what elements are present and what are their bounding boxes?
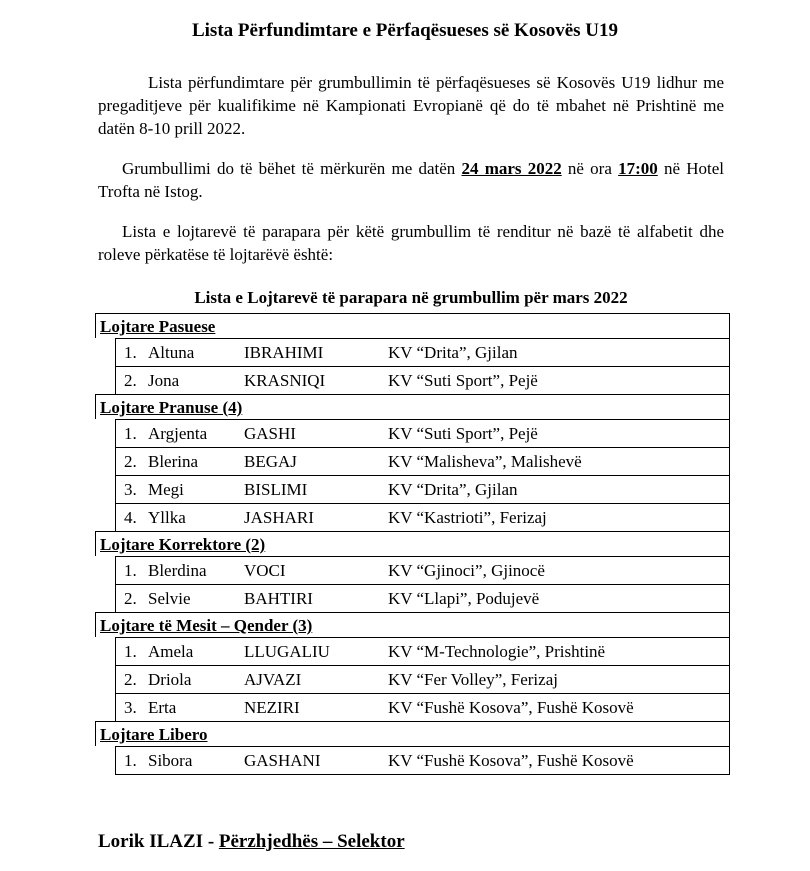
player-first-name: Megi [148, 480, 184, 499]
player-last-name: BISLIMI [244, 480, 308, 499]
player-number: 4. [124, 508, 137, 527]
gathering-paragraph [98, 157, 724, 203]
table-bottom-border [115, 774, 730, 775]
table-title: Lista e Lojtarevë të parapara në grumbullim për mars 2022 [194, 288, 628, 307]
player-last-name: JASHARI [244, 508, 314, 527]
player-club: KV “Drita”, Gjilan [388, 480, 518, 499]
player-first-name: Altuna [148, 343, 195, 362]
player-club: KV “Kastrioti”, Ferizaj [388, 508, 547, 527]
category-header: Lojtare Pranuse (4) [95, 394, 730, 419]
player-row [115, 584, 730, 612]
player-first-name: Selvie [148, 589, 191, 608]
player-last-name: IBRAHIMI [244, 343, 324, 362]
category-header: Lojtare Korrektore (2) [95, 531, 730, 556]
player-club: KV “Fushë Kosova”, Fushë Kosovë [388, 698, 634, 717]
player-club: KV “Suti Sport”, Pejë [388, 424, 538, 443]
player-first-name: Jona [148, 371, 180, 390]
list-intro-text: Lista e lojtarevë të parapara për këtë grumbullim të renditur në bazë të alfabetit dhe roleve përkatëse të lojtarëvë është: [98, 222, 724, 264]
player-first-name: Driola [148, 670, 192, 689]
player-row [115, 556, 730, 584]
player-last-name: LLUGALIU [244, 642, 330, 661]
player-row [115, 338, 730, 366]
document-title: Lista Përfundimtare e Përfaqësueses së Kosovës U19 [191, 20, 619, 41]
player-number: 2. [124, 589, 137, 608]
player-last-name: BEGAJ [244, 452, 297, 471]
player-club: KV “M-Technologie”, Prishtinë [388, 642, 606, 661]
player-club: KV “Fer Volley”, Ferizaj [388, 670, 558, 689]
player-row [115, 475, 730, 503]
player-club: KV “Drita”, Gjilan [388, 343, 518, 362]
category-header: Lojtare Pasuese [95, 313, 730, 338]
player-number: 1. [124, 424, 137, 443]
player-club: KV “Llapi”, Podujevë [388, 589, 540, 608]
player-last-name: GASHANI [244, 751, 321, 770]
player-row [115, 665, 730, 693]
player-last-name: GASHI [244, 424, 296, 443]
player-number: 1. [124, 343, 137, 362]
player-row [115, 419, 730, 447]
player-last-name: BAHTIRI [244, 589, 313, 608]
player-number: 1. [124, 642, 137, 661]
category-header: Lojtare të Mesit – Qender (3) [95, 612, 730, 637]
player-first-name: Yllka [148, 508, 186, 527]
player-number: 1. [124, 751, 137, 770]
signature-block [98, 831, 405, 853]
intro-paragraph [98, 71, 724, 140]
player-row [115, 637, 730, 665]
player-number: 2. [124, 371, 137, 390]
signature-separator: - [203, 831, 219, 852]
gathering-lead: Grumbullimi do të bëhet të mërkurën me datën [122, 159, 456, 178]
player-first-name: Argjenta [148, 424, 208, 443]
category-header: Lojtare Libero [95, 721, 730, 746]
gathering-time: 17:00 [618, 159, 658, 178]
player-club: KV “Suti Sport”, Pejë [388, 371, 538, 390]
player-last-name: NEZIRI [244, 698, 300, 717]
player-club: KV “Gjinoci”, Gjinocë [388, 561, 545, 580]
intro-text: Lista përfundimtare për grumbullimin të përfaqësueses së Kosovës U19 lidhur me pregaditjeve për kualifikime në Kampionati Evropianë që do të mbahet në Prishtinë me datën 8-10 prill 2022. [98, 73, 724, 138]
player-club: KV “Malisheva”, Malishevë [388, 452, 582, 471]
players-table [95, 313, 730, 775]
player-last-name: VOCI [244, 561, 286, 580]
player-first-name: Erta [148, 698, 177, 717]
player-first-name: Sibora [148, 751, 193, 770]
gathering-date: 24 mars 2022 [461, 159, 562, 178]
player-row [115, 503, 730, 531]
gathering-location: në Hotel Trofta në Istog. [98, 159, 724, 201]
player-row [115, 447, 730, 475]
player-row [115, 746, 730, 774]
player-first-name: Blerina [148, 452, 199, 471]
player-number: 2. [124, 452, 137, 471]
player-number: 3. [124, 698, 137, 717]
player-number: 1. [124, 561, 137, 580]
player-row [115, 693, 730, 721]
gathering-mid: në ora [567, 159, 612, 178]
selector-name: Lorik ILAZI [98, 831, 204, 852]
player-last-name: AJVAZI [244, 670, 302, 689]
player-first-name: Blerdina [148, 561, 207, 580]
list-intro-paragraph [98, 220, 724, 266]
player-number: 3. [124, 480, 137, 499]
player-last-name: KRASNIQI [244, 371, 326, 390]
selector-role: Përzhjedhës – Selektor [218, 831, 405, 852]
player-first-name: Amela [148, 642, 194, 661]
player-row [115, 366, 730, 394]
player-club: KV “Fushë Kosova”, Fushë Kosovë [388, 751, 634, 770]
player-number: 2. [124, 670, 137, 689]
